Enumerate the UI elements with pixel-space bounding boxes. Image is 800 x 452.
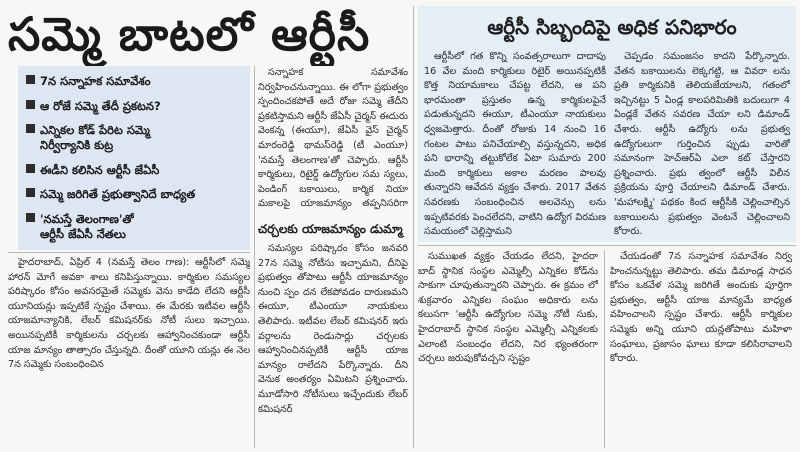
square-bullet-icon	[26, 75, 35, 84]
article-column-lower-left	[418, 250, 598, 448]
highlight-text-continued: ఆర్టీసీ జేఏసీ నేతలు	[40, 227, 126, 241]
highlight-item	[26, 99, 248, 114]
highlight-text: సమ్మె జరిగితే ప్రభుత్వానిదే బాధ్యత	[40, 187, 196, 201]
highlight-item	[26, 187, 248, 202]
article-paragraph: సన్నాహక సమావేశం నిర్వహించనున్నాయి. ఈ లోగా ప్రభుత్వం స్పందించకపోతే అదే రోజు సమ్మె తేదీని ప్రకటిస్తామని ఆర్టీసీ జేఏసీ చైర్మన్ ఈదురు వెంకన్న (ఈయూ), జేఏసీ వైస్ చైర్మన్ మారంరెడ్డి థామస్‌రెడ్డి (టీ ఎంయూ) 'నమస్తే తెలంగాణ'తో చెప్పారు. ఆర్టీసీ కార్మికులు, రిటైర్డ్ ఉద్యోగుల సమ స్యలు, పెండింగ్ బకాయిలు, కార్మిక నియా మకాలపై యాజమాన్యం తప్పనిసరిగా	[258, 67, 408, 210]
column-divider	[254, 66, 255, 448]
column-divider	[413, 6, 414, 448]
highlight-item	[26, 212, 248, 242]
highlight-text-continued: నిర్వీర్యానికి కుట్ర	[40, 138, 114, 152]
column-divider	[604, 250, 605, 448]
section-divider	[8, 252, 250, 253]
article-column-middle	[258, 242, 408, 448]
highlight-item	[26, 123, 248, 153]
highlights-box	[18, 66, 250, 250]
article-paragraph: చేయడంతో 7న సన్నాహక సమావేశం నిర్వ హించనున్నట్టు తెలిపారు. తమ డిమాండ్ల సాధన కోసం ఒకవేళ సమ్మె జరిగితే అందుకు పూర్తిగా ప్రభుత్వం, ఆర్టీసీ యాజ మాన్యమే బాధ్యత వహించాలని స్పష్టం చేశారు. ఆర్టీసీ కార్మికుల సమ్మెకు అన్ని యూని యన్లతోపాటు మహిళా సంఘాలు, ప్రజాసం ఘాలు కూడా కలిసిరావాలని కోరారు.	[610, 251, 792, 365]
square-bullet-icon	[26, 124, 35, 133]
side-article-headline: ఆర్టీసీ సిబ్బందిపై అధిక పనిభారం	[487, 15, 737, 39]
highlight-text: ఆ రోజే సమ్మె తేదీ ప్రకటన?	[40, 99, 161, 113]
section-divider	[418, 245, 796, 246]
square-bullet-icon	[26, 188, 35, 197]
highlight-text: ఈడీని కలిసిన ఆర్టీసీ జేఏసీ	[40, 163, 160, 177]
article-paragraph: సుముఖత వ్యక్తం చేయడం లేదని, హైదరా బాద్ స్థానిక సంస్థల ఎమ్మెల్సీ ఎన్నికల కోడ్‌ను సాకుగా చూపుతున్నారని చెప్పారు. ఈ క్రమం లో శుక్రవారం ఎన్నికల సంఘం అధికారు లను కలుసగా 'ఆర్టీసీ ఉద్యోగుల సమ్మె నోటీ సుకు, హైదరాబాద్ స్థానిక సంస్థల ఎమ్మెల్సీ ఎన్నికలకు ఎలాంటి సంబంధం లేదని, నిర భ్యంతరంగా చర్చలు జరుపుకోవచ్చని స్పష్టం	[418, 251, 598, 365]
main-headline: సమ్మె బాటలో ఆర్టీసీ	[8, 7, 371, 61]
article-paragraph: సమస్యల పరిష్కారం కోసం జనవరి 27న సమ్మె నోటీసు ఇచ్చామని, దీనిపై ప్రభుత్వం తోపాటు ఆర్టీసీ యాజమాన్యం నుంచి స్పం దన లేకపోవడం దారుణమని ఈయూ, టీఎంయూ నాయకులు తెలిపారు. ఇటీవల లేబర్ కమిషనర్ ఇరు వర్గాలను రెండుసార్లు చర్చలకు ఆహ్వానించినప్పటికీ ఆర్టీసీ యాజ మాన్యం రాలేదని పేర్కొన్నారు. దీని వెనుక అంతర్యం ఏమిటని ప్రశ్నించారు. మూడోసారి నోటీసులు ఇచ్చేందుకు లేబర్ కమిషనర్	[258, 243, 408, 415]
article-column-left	[8, 256, 250, 448]
square-bullet-icon	[26, 213, 35, 222]
article-paragraph: చెప్పడం సమంజసం కాదని పేర్కొన్నారు. వేతన బకాయిలను లెక్కగట్టి, ఆ వివరా లను ప్రతి కార్మికునికి తెలియజేయాలని, గతంలో ఇచ్చినట్టు 5 ఏండ్ల కాలపరిమితికి బదులుగా 4 ఏండ్లకే వేతన సవరణ చేయా లని డిమాండ్ చేశారు. ఆర్టీసీ ఉద్యోగు లను ప్రభుత్వ ఉద్యోగులుగా గుర్తించిన ప్పుడు వారితో సమానంగా హెచ్‌ఆర్‌ఏ ఎలా కట్ చేస్తారని ప్రశ్నించారు. ప్రభు త్వంలో ఆర్టీసీ విలీన ప్రక్రియను పూర్తి చేయాలని డిమాండ్ చేశారు. 'మహాలక్ష్మి' పథకం కింద ఆర్టీసీకి చెల్లించాల్సిన బకాయిలను ప్రభుత్వం వెంటనే చెల్లించాలని కోరారు.	[614, 51, 790, 238]
subheading: చర్చలకు యాజమాన్యం డుమ్మా	[258, 222, 403, 236]
article-column-top	[258, 66, 408, 212]
square-bullet-icon	[26, 100, 35, 109]
side-article-column-right	[614, 50, 790, 238]
highlight-text: ఎన్నికల కోడ్ పేరిట సమ్మె	[40, 123, 150, 137]
article-paragraph: ఆర్టీసీలో గత కొన్ని సంవత్సరాలుగా దాదాపు 16 వేల మంది కార్మికులు రిటైర్ అయినప్పటికీ కొత్త నియామకాలు చేపట్ట లేదని, ఆ పని భారమంతా ప్రస్తుతం ఉన్న కార్మికులపైనే పడుతున్నదని ఈయూ, టీఎంయూ నాయకులు ధ్వజమెత్తారు. దీంతో రోజుకు 14 నుంచి 16 గంటల పాటు పనిచేయాల్సి వస్తున్నదని, అధిక పని భారాన్ని తట్టుకోలేక ఏటా సుమారు 200 మంది కార్మికులు అకాల మరణం పాలవు తున్నారని ఆవేదన వ్యక్తం చేశారు. 2017 వేతన సవరణకు సంబంధించిన అలవెన్సు లను ఇప్పటివరకు పెంచలేదని, వాటిని ఉద్యోగ విరమణ సమయంలో చెల్లిస్తామని	[424, 51, 606, 238]
square-bullet-icon	[26, 164, 35, 173]
highlight-item	[26, 163, 248, 178]
article-column-lower-right	[610, 250, 792, 448]
highlight-text: 7న సన్నాహక సమావేశం	[40, 74, 151, 88]
side-article-column-left	[424, 50, 606, 238]
highlight-item	[26, 74, 248, 89]
highlight-text: 'నమస్తే తెలంగాణ'తో	[40, 212, 134, 226]
article-paragraph: హైదరాబాద్, ఏప్రిల్ 4 (నమస్తే తెలం గాణ): ఆర్టీసీలో సమ్మె హారన్ మోగే అవకా శాలు కనిపిస్తున్నాయి. కార్మికుల సమస్యల పరిష్కారం కోసం అవసరమైతే సమ్మెకు వెను కాడేది లేదని ఆర్టీసీ యూనియన్లు ఇప్పటికే స్పష్టం చేశాయి. ఈ మేరకు ఇటీవల ఆర్టీసీ యాజమాన్యానికి, లేబర్ కమిషనర్‌కు నోటీ సులు ఇచ్చాయి. అయినప్పటికీ కార్మికులను చర్చలకు ఆహ్వానించకుండా ఆర్టీసీ యాజ మాన్యం తాత్సారం చేస్తున్నది. దీంతో యూని యన్లు ఈ నెల 7న సమ్మెకు సంబంధించిన	[8, 257, 250, 371]
